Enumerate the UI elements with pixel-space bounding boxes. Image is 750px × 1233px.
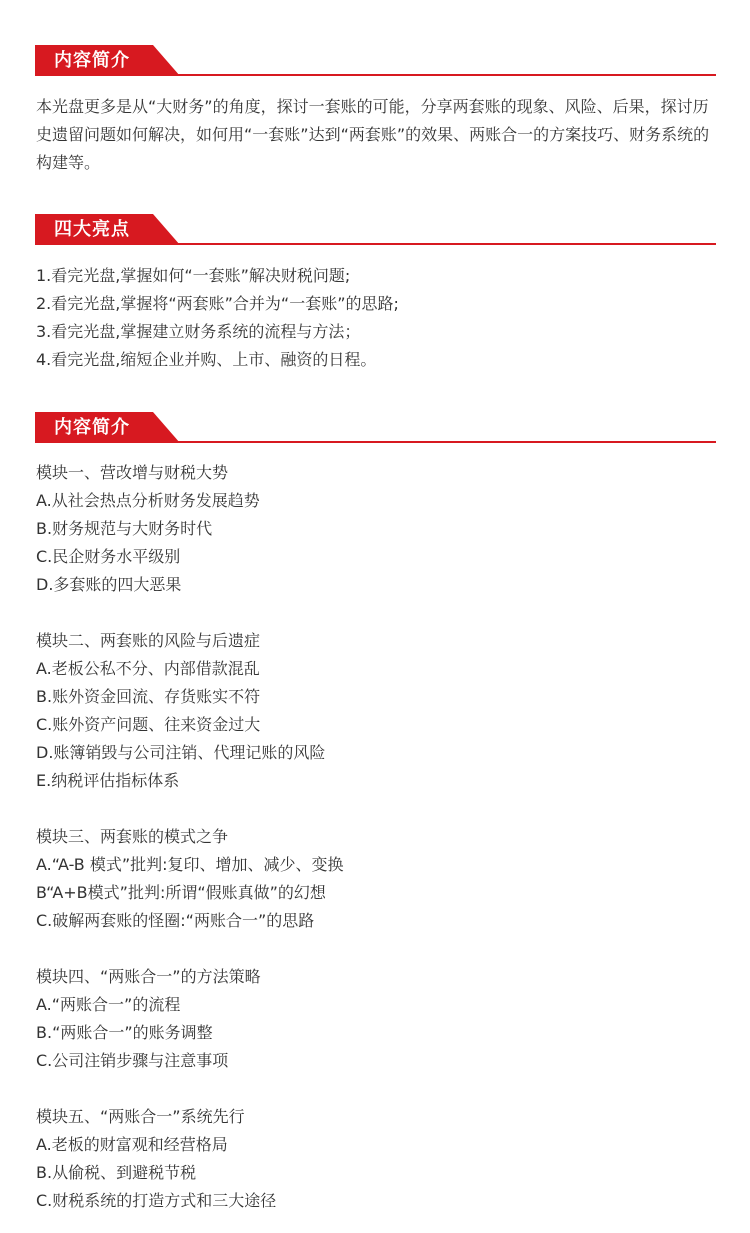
module-item: A.老板的财富观和经营格局: [36, 1135, 228, 1154]
module-item: C.民企财务水平级别: [36, 547, 181, 566]
section-title: 内容简介: [54, 417, 130, 438]
highlight-item: 4.看完光盘,缩短企业并购、上市、融资的日程。: [36, 350, 377, 369]
module-item: A.从社会热点分析财务发展趋势: [36, 491, 260, 510]
section-title: 内容简介: [54, 50, 130, 71]
module-item: A.“A-B 模式”批判:复印、增加、减少、变换: [36, 855, 344, 874]
module-item: B.“两账合一”的账务调整: [36, 1023, 213, 1042]
section-divider: [35, 74, 716, 76]
highlight-item: 3.看完光盘,掌握建立财务系统的流程与方法；: [36, 322, 361, 341]
module-item: C.财税系统的打造方式和三大途径: [36, 1191, 277, 1210]
intro-paragraph: 本光盘更多是从“大财务”的角度，探讨一套账的可能，分享两套账的现象、风险、后果，探讨历史遗留问题如何解决，如何用“一套账”达到“两套账”的效果、两账合一的方案技巧、财务系统的构建等。: [36, 97, 710, 172]
module-item: B.从偷税、到避税节税: [36, 1163, 197, 1182]
section-header-highlights: [35, 214, 716, 245]
module-block: [36, 963, 720, 1075]
module-item: C.破解两套账的怪圈:“两账合一”的思路: [36, 911, 315, 930]
module-item: B“A+B模式”批判:所谓“假账真做”的幻想: [36, 883, 326, 902]
module-title: 模块一、营改增与财税大势: [36, 463, 229, 482]
module-item: A.“两账合一”的流程: [36, 995, 181, 1014]
module-item: D.账簿销毁与公司注销、代理记账的风险: [36, 743, 326, 762]
module-item: C.公司注销步骤与注意事项: [36, 1051, 229, 1070]
highlight-item: 1.看完光盘,掌握如何“一套账”解决财税问题;: [36, 266, 351, 285]
module-block: [36, 1103, 720, 1215]
section-divider: [35, 243, 716, 245]
module-title: 模块二、两套账的风险与后遗症: [36, 631, 261, 650]
module-title: 模块四、“两账合一”的方法策略: [36, 967, 261, 986]
highlights-list: [36, 262, 720, 374]
highlight-item: 2.看完光盘,掌握将“两套账”合并为“一套账”的思路;: [36, 294, 399, 313]
section-header-intro: [35, 45, 716, 76]
module-block: [36, 823, 720, 935]
module-title: 模块五、“两账合一”系统先行: [36, 1107, 245, 1126]
module-item: C.账外资产问题、往来资金过大: [36, 715, 261, 734]
section-header-contents: [35, 412, 716, 443]
section-divider: [35, 441, 716, 443]
section-title: 四大亮点: [54, 219, 130, 240]
module-item: A.老板公私不分、内部借款混乱: [36, 659, 260, 678]
module-item: E.纳税评估指标体系: [36, 771, 180, 790]
module-block: [36, 459, 720, 599]
module-block: [36, 627, 720, 795]
module-item: B.财务规范与大财务时代: [36, 519, 213, 538]
module-title: 模块三、两套账的模式之争: [36, 827, 229, 846]
module-item: D.多套账的四大恶果: [36, 575, 182, 594]
module-item: B.账外资金回流、存货账实不符: [36, 687, 261, 706]
